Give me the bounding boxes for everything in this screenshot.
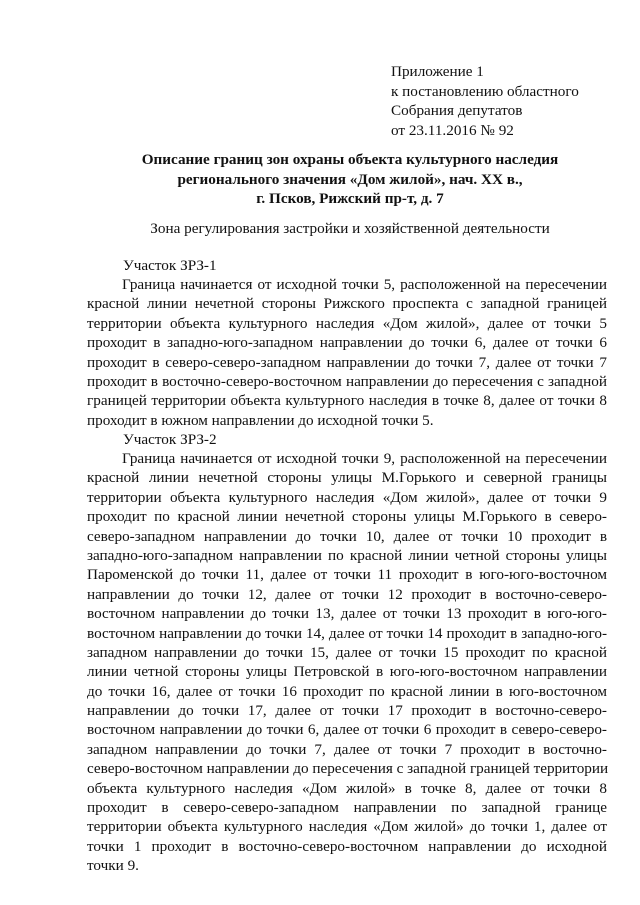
appendix-block — [391, 62, 579, 140]
paragraph-line: территории объекта культурного наследия «Дом жилой» до точки 1, далее от — [87, 818, 607, 836]
appendix-line: Собрания депутатов — [391, 102, 523, 119]
paragraph-line: проходит в северо-северо-западном направлении по западной границе — [87, 799, 607, 817]
paragraph-line: западно-юго-западном направлении по красной линии четной стороны улицы — [87, 546, 607, 564]
paragraph-line: направлении до точки 17, далее от точки 17 проходит в восточно-северо- — [87, 702, 607, 720]
paragraph-line: западном направлении до точки 15, далее от точки 15 проходит по красной — [87, 643, 607, 661]
paragraph-line: направлении до точки 12, далее от точки 12 проходит в восточно-северо- — [87, 585, 607, 603]
title-line: регионального значения «Дом жилой», нач. XX в., — [177, 170, 523, 188]
paragraph-line: северо-восточном направлении до пересечения с западной границей территории — [87, 760, 609, 778]
paragraph-line: до точки 16, далее от точки 16 проходит по красной линии в юго-восточном — [87, 682, 607, 700]
appendix-line: к постановлению областного — [391, 82, 579, 100]
paragraph-line: западном направлении до точки 7, далее от точки 7 проходит в восточно- — [87, 740, 607, 758]
paragraph-line: точки 1 проходит в восточно-северо-восточном направлении до исходной — [87, 837, 607, 855]
paragraph-line: Пароменской до точки 11, далее от точки 11 проходит в юго-юго-восточном — [87, 566, 607, 584]
paragraph-line: красной линии нечетной стороны Рижского проспекта с западной границей — [87, 295, 607, 313]
paragraph-line: проходит в южном направлении до исходной точки 5. — [87, 411, 434, 429]
zone-heading: Зона регулирования застройки и хозяйственной деятельности — [150, 220, 550, 237]
paragraph-line: Граница начинается от исходной точки 5, расположенной на пересечении — [122, 276, 607, 293]
document-title — [60, 150, 640, 209]
paragraph-line: проходит в восточно-северо-восточном направлении до пересечения с западной — [87, 372, 607, 390]
paragraph-line: восточном направлении до точки 14, далее от точки 14 проходит в западно-юго- — [87, 624, 607, 642]
paragraph-line: красной линии нечетной стороны улицы М.Горького и северной границы — [87, 469, 607, 487]
paragraph-line: Граница начинается от исходной точки 9, расположенной на пересечении — [122, 450, 607, 467]
appendix-line: Приложение 1 — [391, 63, 484, 80]
paragraph-line: границей территории объекта культурного наследия в точке 8, далее от точки 8 — [87, 392, 607, 410]
paragraph-line: северо-западном направлении до точки 10, далее от точки 10 проходит в — [87, 527, 607, 545]
paragraph-line: линии четной стороны улицы Петровской в юго-юго-восточном направлении — [87, 663, 607, 681]
title-line: Описание границ зон охраны объекта культурного наследия — [141, 151, 559, 168]
section-title-zrz2: Участок ЗРЗ-2 — [123, 431, 217, 448]
paragraph-line: восточном направлении до точки 6, далее от точки 6 проходит в северо-северо- — [87, 721, 607, 739]
section-paragraph-zrz1 — [87, 275, 607, 430]
paragraph-line: объекта культурного наследия «Дом жилой» в точке 8, далее от точки 8 — [87, 779, 607, 797]
paragraph-line: проходит по красной линии нечетной стороны улицы М.Горького в северо- — [87, 508, 607, 526]
appendix-line: от 23.11.2016 № 92 — [391, 121, 514, 139]
paragraph-line: точки 9. — [87, 857, 139, 875]
title-line: г. Псков, Рижский пр-т, д. 7 — [256, 190, 444, 207]
paragraph-line: территории объекта культурного наследия «Дом жилой», далее от точки 9 — [87, 488, 607, 506]
section-title-zrz1: Участок ЗРЗ-1 — [123, 257, 217, 274]
paragraph-line: проходит в западно-юго-западном направлении до точки 6, далее от точки 6 — [87, 334, 607, 352]
section-paragraph-zrz2 — [87, 449, 607, 876]
paragraph-line: проходит в северо-северо-западном направлении до точки 7, далее от точки 7 — [87, 353, 607, 371]
paragraph-line: территории объекта культурного наследия «Дом жилой», далее от точки 5 — [87, 314, 607, 332]
paragraph-line: восточном направлении до точки 13, далее от точки 13 проходит в юго-юго- — [87, 605, 607, 623]
